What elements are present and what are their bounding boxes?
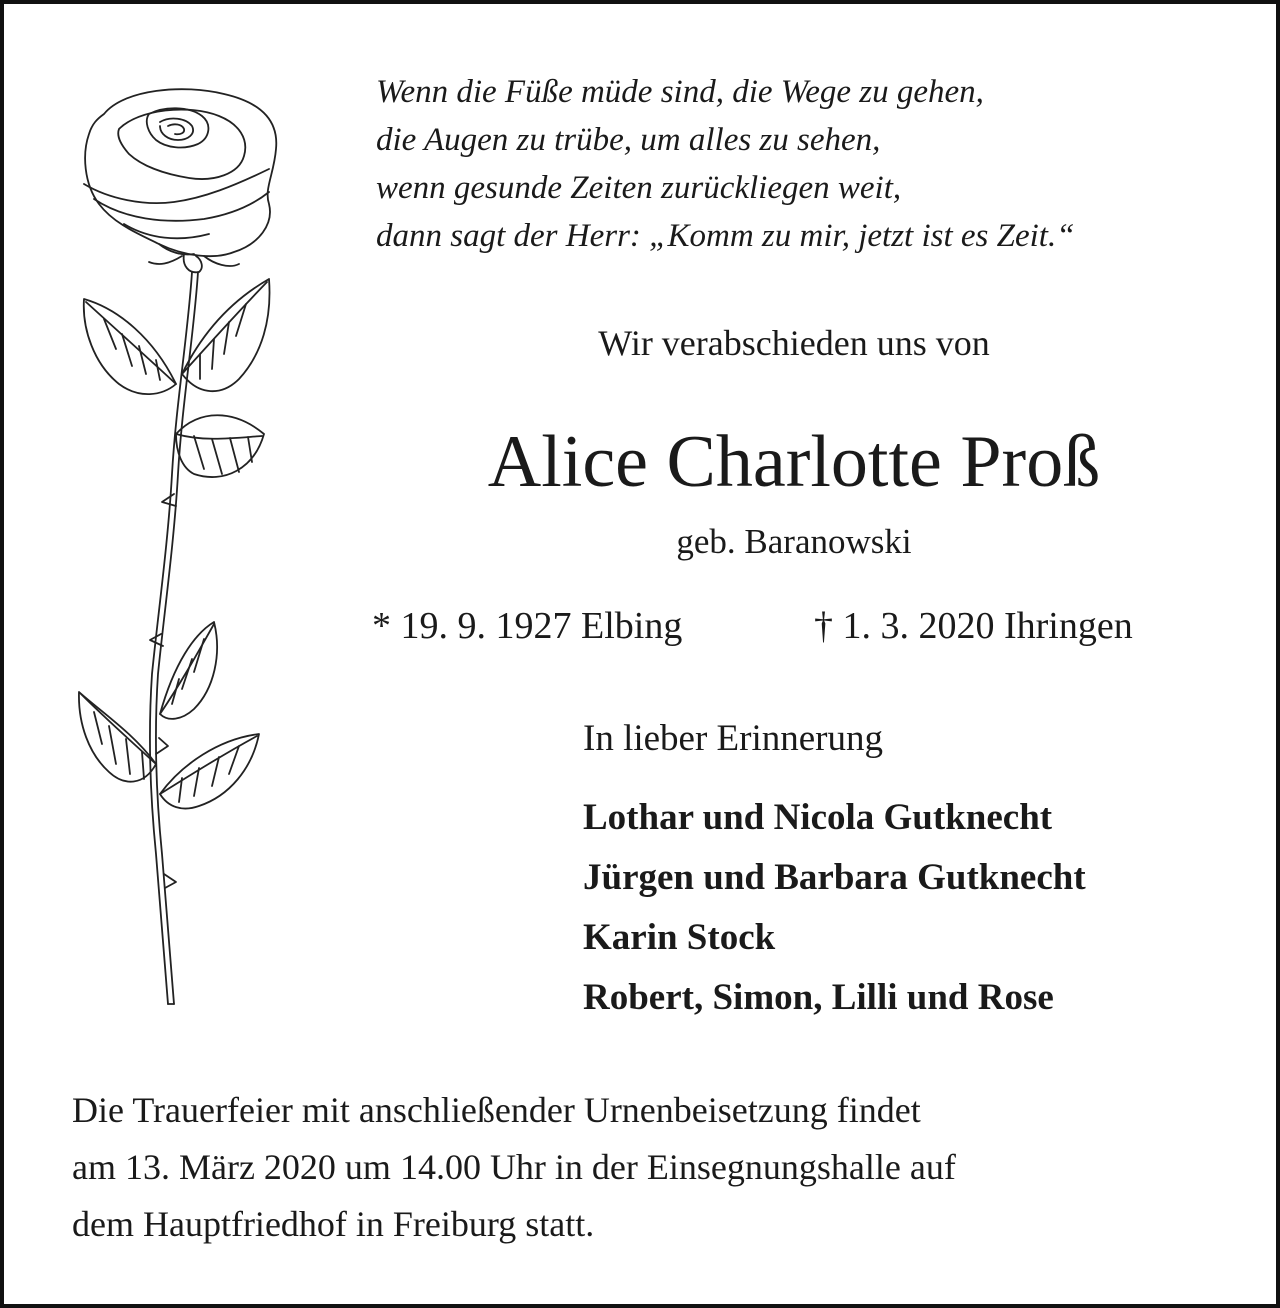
mourner-name: Lothar und Nicola Gutknecht [583, 797, 1053, 838]
poem-line: die Augen zu trübe, um alles zu sehen, [376, 122, 881, 158]
memory-heading: In lieber Erinnerung [583, 718, 883, 759]
birth-name: geb. Baranowski [676, 522, 912, 561]
poem-line: Wenn die Füße müde sind, die Wege zu gehen, [376, 74, 984, 110]
service-line: Die Trauerfeier mit anschließender Urnenbeisetzung findet [72, 1090, 921, 1130]
poem-line: dann sagt der Herr: „Komm zu mir, jetzt ist es Zeit.“ [376, 218, 1075, 254]
mourner-name: Jürgen und Barbara Gutknecht [583, 857, 1086, 898]
birth-date: * 19. 9. 1927 Elbing [372, 605, 683, 647]
poem-line: wenn gesunde Zeiten zurückliegen weit, [376, 170, 902, 206]
service-line: dem Hauptfriedhof in Freiburg statt. [72, 1204, 595, 1244]
mourners-list [583, 788, 1086, 1028]
intro-text: Wir verabschieden uns von [598, 323, 990, 363]
mourner-name: Karin Stock [583, 917, 776, 958]
service-announcement [72, 1082, 1217, 1253]
deceased-name: Alice Charlotte Proß [487, 421, 1101, 503]
life-dates [372, 604, 1232, 648]
death-date: † 1. 3. 2020 Ihringen [814, 605, 1133, 647]
service-line: am 13. März 2020 um 14.00 Uhr in der Einsegnungshalle auf [72, 1147, 956, 1187]
poem [376, 68, 1256, 260]
rose-illustration-icon [64, 74, 294, 1024]
mourner-name: Robert, Simon, Lilli und Rose [583, 977, 1054, 1018]
